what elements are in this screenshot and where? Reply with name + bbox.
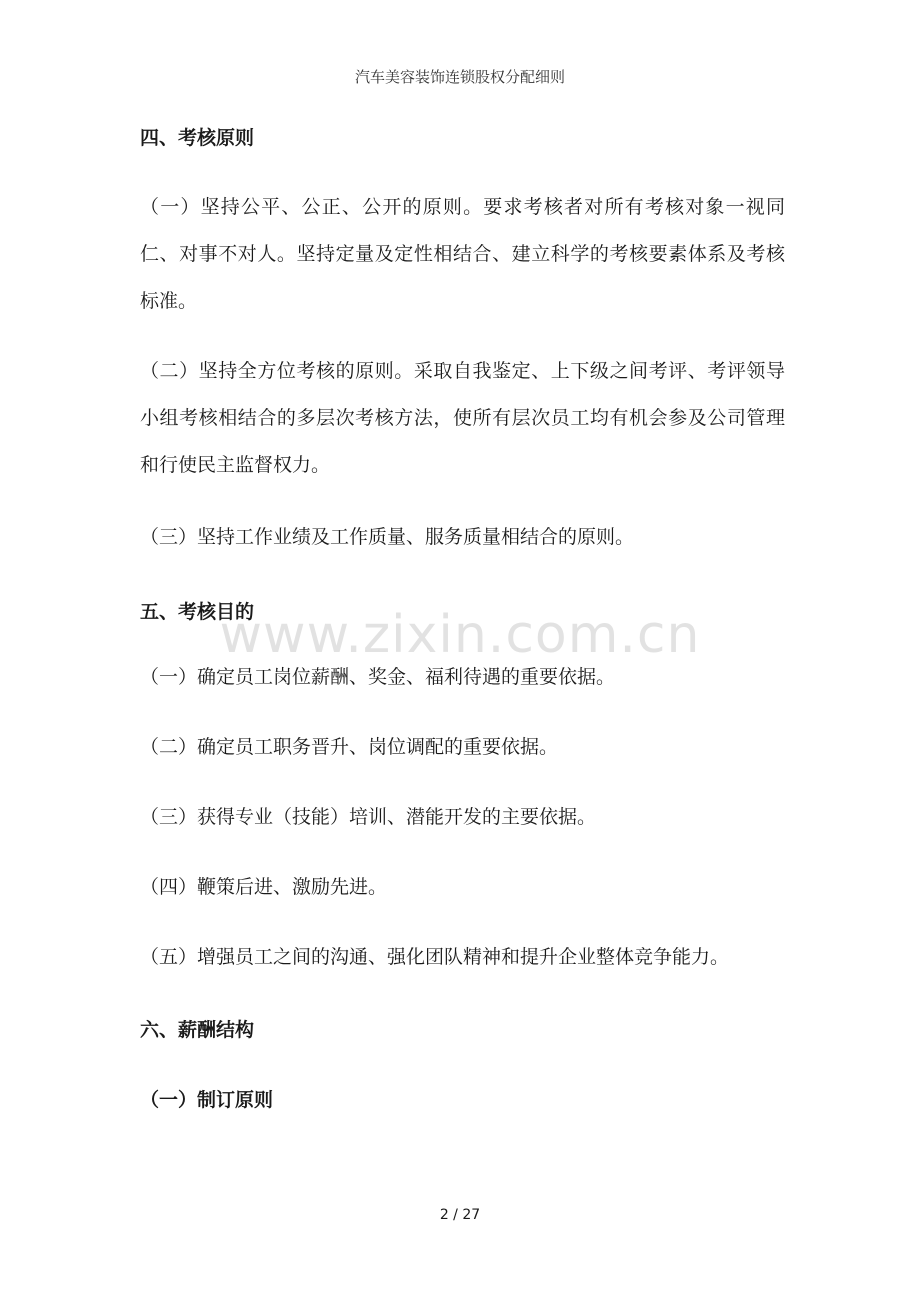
watermark-text: www.zixin.com.cn — [219, 605, 701, 665]
section-4-paragraph-3: （三）坚持工作业绩及工作质量、服务质量相结合的原则。 — [140, 526, 635, 548]
section-5-heading: 五、考核目的 — [140, 601, 255, 623]
section-6-heading: 六、薪酬结构 — [140, 1019, 255, 1041]
section-5-item-5: （五）增强员工之间的沟通、强化团队精神和提升企业整体竞争能力。 — [140, 946, 730, 968]
section-4-paragraph-2: （二）坚持全方位考核的原则。采取自我鉴定、上下级之间考评、考评领导小组考核相结合的多层次考核方法，使所有层次员工均有机会参及公司管理和行使民主监督权力。 — [140, 360, 785, 476]
page-header-title: 汽车美容装饰连锁股权分配细则 — [354, 68, 565, 86]
section-6-subheading: （一）制订原则 — [140, 1089, 274, 1111]
section-5-item-3: （三）获得专业（技能）培训、潜能开发的主要依据。 — [140, 806, 597, 828]
section-5-item-2: （二）确定员工职务晋升、岗位调配的重要依据。 — [140, 736, 559, 758]
section-4-heading: 四、考核原则 — [140, 127, 255, 149]
section-5-item-1: （一）确定员工岗位薪酬、奖金、福利待遇的重要依据。 — [140, 666, 616, 688]
page-number: 2 / 27 — [439, 1207, 481, 1223]
section-5-item-4: （四）鞭策后进、激励先进。 — [140, 876, 388, 898]
section-4-paragraph-1: （一）坚持公平、公正、公开的原则。要求考核者对所有考核对象一视同仁、对事不对人。坚持定量及定性相结合、建立科学的考核要素体系及考核标准。 — [140, 196, 785, 312]
